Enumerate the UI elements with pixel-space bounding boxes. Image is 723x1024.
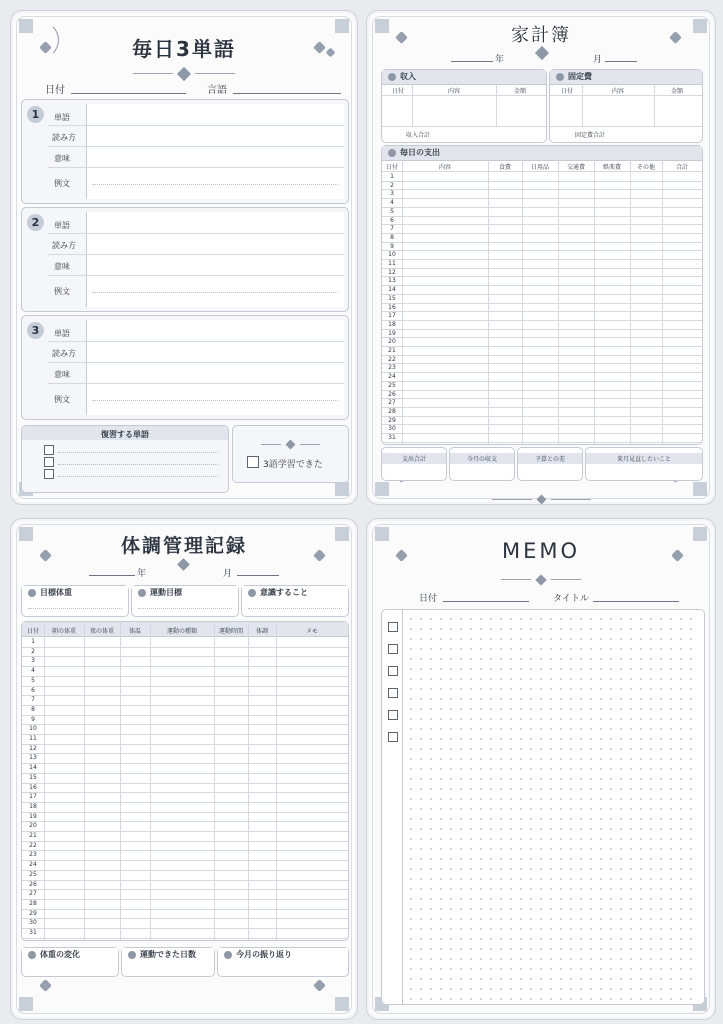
date-label: 日付 [419,594,438,604]
row-divider [382,259,702,260]
day-number: 15 [388,294,396,302]
col-daily-goods: 日用品 [530,164,549,171]
memo-checkbox[interactable] [388,644,398,654]
row-divider [22,705,348,706]
goal-box [21,585,129,617]
row-divider [382,268,702,269]
row-divider [22,870,348,871]
day-number: 21 [388,347,396,354]
day-number: 12 [29,744,37,752]
date-field[interactable] [71,93,186,94]
day-number: 18 [388,320,396,328]
row-divider [382,372,702,373]
row-divider [22,676,348,677]
month-label: 月 [593,55,603,65]
date-field[interactable] [443,601,529,602]
memo-checkbox[interactable] [388,732,398,742]
day-number: 29 [29,909,37,917]
row-divider [382,311,702,312]
word-entry-3 [21,315,349,420]
goal-header: 運動目標 [132,586,238,600]
reading-label: 読み方 [52,133,76,142]
day-number: 13 [388,277,396,285]
row-divider [22,715,348,716]
meaning-label: 意味 [54,370,70,379]
day-number: 26 [29,880,37,888]
summary-box [121,947,215,977]
row-divider [22,744,348,745]
day-number: 27 [388,399,396,407]
row-divider [382,181,702,182]
year-field[interactable] [451,61,493,62]
row-divider [382,398,702,399]
title-ornament [367,569,715,581]
col-other: その他 [636,164,655,171]
row-divider [382,250,702,251]
col-food: 食費 [498,164,511,171]
day-number: 28 [29,899,37,907]
row-divider [22,802,348,803]
day-number: 9 [390,242,394,250]
row-divider [382,216,702,217]
day-number: 13 [29,754,37,762]
day-number: 5 [390,207,394,215]
day-number: 24 [388,373,396,381]
day-number: 3 [390,190,394,198]
done-label: 3語学習できた [263,460,323,470]
row-divider [22,928,348,929]
row-divider [382,363,702,364]
row-divider [382,189,702,190]
year-label: 年 [137,569,147,579]
row-divider [382,320,702,321]
summary-box [585,447,703,481]
summary-label: 予算との差 [518,453,582,464]
summary-box [217,947,349,977]
col-date: 日付 [391,88,404,95]
day-number: 20 [388,338,396,346]
day-number: 23 [388,364,396,372]
row-divider [22,647,348,648]
entry-number: 2 [27,214,44,231]
day-number: 22 [29,841,37,849]
date-label: 日付 [45,85,65,96]
review-box [21,425,229,493]
summary-header: 今月の振り返り [218,948,348,962]
col-date: 日付 [26,628,39,635]
col-amount: 金額 [670,88,683,95]
col-memo: メモ [305,628,318,635]
row-divider [22,695,348,696]
word-entry-1 [21,99,349,204]
example-label: 例文 [54,179,70,188]
col-date: 日付 [385,164,398,171]
language-label: 言語 [207,85,227,96]
word-entry-2 [21,207,349,312]
goal-box [241,585,349,617]
income-table [381,69,547,143]
dot-grid [406,614,700,1000]
row-divider [22,812,348,813]
memo-page [366,518,716,1020]
day-number: 12 [388,268,396,276]
memo-area[interactable] [381,609,705,1005]
word-label: 単語 [54,329,70,338]
row-divider [22,909,348,910]
row-divider [22,783,348,784]
day-number: 4 [31,667,35,675]
day-number: 11 [388,260,396,267]
row-divider [382,242,702,243]
row-divider [22,666,348,667]
col-exercise-type: 運動の種類 [166,628,197,635]
row-divider [22,734,348,735]
memo-checkbox[interactable] [388,666,398,676]
day-number: 24 [29,861,37,869]
fixed-header: 固定費 [550,70,702,85]
done-box [232,425,349,483]
day-number: 11 [29,735,37,742]
review-checkbox[interactable] [44,457,54,467]
row-divider [382,276,702,277]
day-number: 20 [29,822,37,830]
day-number: 27 [29,890,37,898]
income-total-label: 収入合計 [405,132,430,139]
day-number: 2 [31,647,35,655]
day-number: 8 [390,233,394,241]
col-content: 内容 [611,88,624,95]
income-header: 収入 [382,70,546,85]
row-divider [382,285,702,286]
day-number: 6 [390,216,394,224]
day-number: 7 [31,696,35,704]
daily-header: 毎日の支出 [382,146,702,161]
row-divider [382,433,702,434]
col-entertainment: 娯楽費 [602,164,621,171]
row-divider [382,381,702,382]
page-title: MEMO [501,539,581,563]
health-table [21,621,349,941]
day-number: 10 [388,251,396,259]
day-number: 25 [29,870,37,878]
row-divider [22,686,348,687]
row-divider [382,390,702,391]
row-divider [382,346,702,347]
row-divider [22,656,348,657]
page-title: 毎日3単語 [132,37,236,61]
memo-checkbox[interactable] [388,710,398,720]
col-temperature: 体温 [128,628,141,635]
summary-box [449,447,515,481]
review-title: 復習する単語 [101,430,149,439]
day-number: 30 [388,425,396,433]
row-divider [22,753,348,754]
col-content: 内容 [447,88,460,95]
month-field[interactable] [237,575,279,576]
row-divider [382,224,702,225]
row-divider [22,841,348,842]
entry-number: 3 [27,322,44,339]
summary-label: 支出合計 [382,453,446,464]
day-number: 3 [31,657,35,665]
row-divider [382,424,702,425]
summary-header: 運動できた日数 [122,948,214,962]
goal-header: 目標体重 [22,586,128,600]
col-morning-weight: 朝の体重 [51,628,76,635]
daily-expense-table [381,145,703,445]
row-divider [22,889,348,890]
row-divider [22,831,348,832]
row-divider [22,899,348,900]
review-checkbox[interactable] [44,469,54,479]
day-number: 18 [29,802,37,810]
row-divider [382,355,702,356]
col-date: 日付 [560,88,573,95]
day-number: 19 [29,812,37,820]
day-number: 10 [29,725,37,733]
day-number: 29 [388,416,396,424]
day-number: 28 [388,407,396,415]
month-label: 月 [223,569,233,579]
title-label: タイトル [553,594,589,604]
row-divider [382,442,702,443]
day-number: 23 [29,851,37,859]
meaning-label: 意味 [54,154,70,163]
memo-checkbox[interactable] [388,622,398,632]
row-divider [22,918,348,919]
summary-box [381,447,447,481]
reading-label: 読み方 [52,241,76,250]
row-divider [382,294,702,295]
row-divider [22,821,348,822]
title-ornament [535,46,549,60]
row-divider [22,850,348,851]
day-number: 1 [390,173,394,180]
summary-label: 来月見直したいこと [586,453,702,464]
day-number: 1 [31,638,35,645]
day-number: 21 [29,832,37,839]
day-number: 26 [388,390,396,398]
col-condition: 体調 [255,628,268,635]
row-divider [22,773,348,774]
goal-header: 意識すること [242,586,348,600]
col-night-weight: 夜の体重 [89,628,114,635]
day-number: 14 [388,286,396,294]
row-divider [382,303,702,304]
review-checkbox[interactable] [44,445,54,455]
example-label: 例文 [54,287,70,296]
meaning-label: 意味 [54,262,70,271]
fixed-cost-table [549,69,703,143]
example-label: 例文 [54,395,70,404]
day-number: 8 [31,705,35,713]
title-ornament [177,558,190,571]
day-number: 16 [388,303,396,311]
row-divider [382,416,702,417]
summary-box [21,947,119,977]
row-divider [22,724,348,725]
day-number: 17 [388,312,396,320]
day-number: 31 [29,929,37,936]
row-divider [22,792,348,793]
summary-label: 今月の収支 [450,453,514,464]
day-number: 22 [388,355,396,363]
page-title: 体調管理記録 [120,535,247,557]
word-label: 単語 [54,113,70,122]
row-divider [382,407,702,408]
day-number: 7 [390,225,394,233]
day-number: 16 [29,783,37,791]
reading-label: 読み方 [52,349,76,358]
day-number: 30 [29,919,37,927]
col-content: 内容 [438,164,451,171]
col-amount: 金額 [513,88,526,95]
title-ornament [11,63,357,75]
month-field[interactable] [605,61,637,62]
col-exercise-time: 運動時間 [218,628,243,635]
day-number: 31 [388,434,396,441]
day-number: 14 [29,764,37,772]
row-divider [382,198,702,199]
goal-box [131,585,239,617]
day-number: 25 [388,381,396,389]
row-divider [382,233,702,234]
bottom-ornament [367,489,715,501]
day-number: 17 [29,793,37,801]
col-total: 合計 [675,164,688,171]
day-number: 15 [29,773,37,781]
row-divider [382,207,702,208]
row-divider [382,337,702,338]
done-checkbox[interactable] [247,456,259,468]
row-divider [22,860,348,861]
page-title: 家計簿 [511,25,571,46]
row-divider [22,880,348,881]
day-number: 9 [31,715,35,723]
summary-header: 体重の変化 [22,948,118,962]
health-page [10,518,358,1020]
day-number: 19 [388,329,396,337]
language-field[interactable] [233,93,341,94]
row-divider [22,938,348,939]
vocab-page [10,10,358,505]
year-field[interactable] [89,575,135,576]
memo-checkbox[interactable] [388,688,398,698]
entry-number: 1 [27,106,44,123]
day-number: 4 [390,199,394,207]
row-divider [382,329,702,330]
summary-box [517,447,583,481]
title-field[interactable] [593,601,679,602]
word-label: 単語 [54,221,70,230]
budget-page [366,10,716,505]
day-number: 6 [31,686,35,694]
day-number: 2 [390,181,394,189]
year-label: 年 [495,55,505,65]
col-transport: 交通費 [566,164,585,171]
row-divider [22,763,348,764]
day-number: 5 [31,676,35,684]
fixed-total-label: 固定費合計 [574,132,605,139]
